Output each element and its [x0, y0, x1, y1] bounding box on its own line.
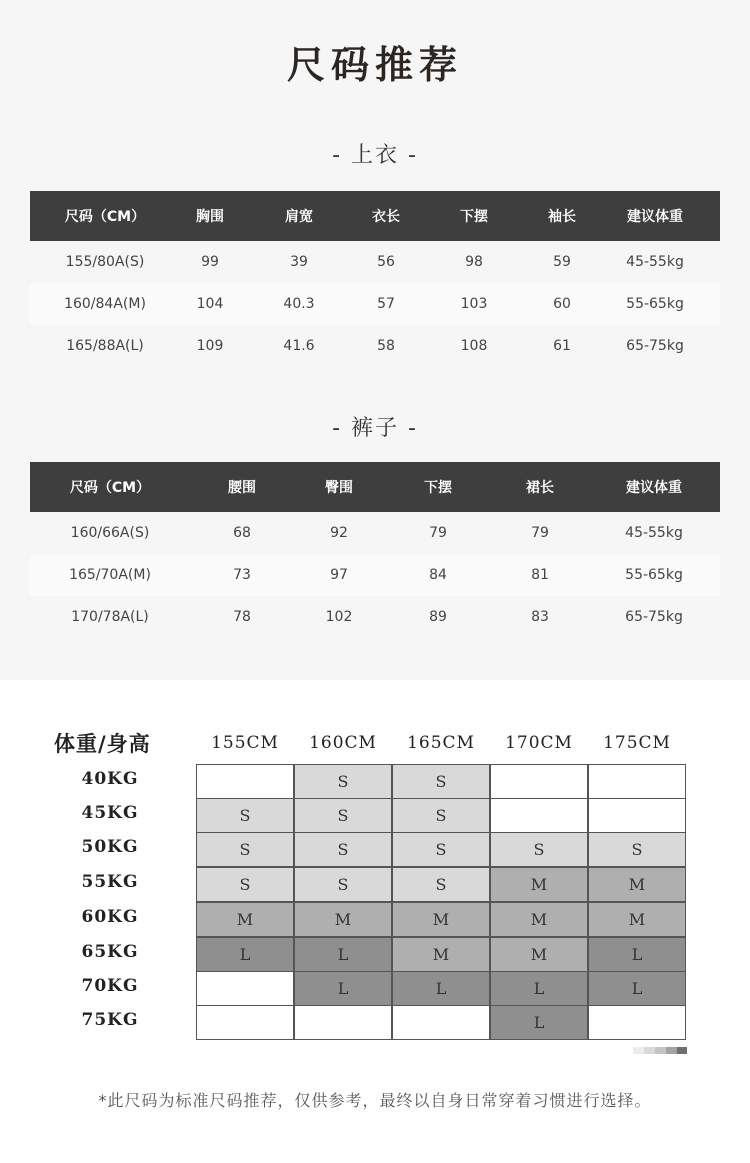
table-cell: 160/84A(M) — [64, 296, 146, 312]
table-cell: 40.3 — [283, 296, 315, 312]
table-row — [30, 512, 720, 554]
table-cell: 92 — [330, 525, 348, 541]
table-cell: 60 — [553, 296, 571, 312]
grid-cell: L — [196, 937, 294, 972]
table-cell: 103 — [460, 296, 488, 312]
grid-cell: S — [294, 832, 392, 867]
table-cell: 99 — [201, 254, 219, 270]
grid-row-label: 55KG — [81, 872, 139, 892]
header-cell: 肩宽 — [285, 209, 313, 225]
header-cell: 裙长 — [526, 480, 554, 496]
grid-cell: M — [490, 937, 588, 972]
grid-cell: L — [588, 937, 686, 972]
grid-cell: M — [196, 902, 294, 937]
table-cell: 81 — [531, 567, 549, 583]
grid-cell: S — [490, 832, 588, 867]
header-cell: 下摆 — [460, 209, 488, 225]
grid-cell — [588, 764, 686, 799]
legend-swatch — [666, 1047, 677, 1054]
header-cell: 臀围 — [325, 480, 353, 496]
header-cell: 腰围 — [228, 480, 256, 496]
table-cell: 170/78A(L) — [71, 609, 149, 625]
table-cell: 73 — [233, 567, 251, 583]
header-cell: 胸围 — [196, 209, 224, 225]
legend-swatch — [644, 1047, 655, 1054]
table-cell: 59 — [553, 254, 571, 270]
grid-cell: L — [294, 937, 392, 972]
table-row — [30, 241, 720, 283]
table-cell: 41.6 — [283, 338, 315, 354]
grid-cell — [294, 1005, 392, 1040]
table-row — [30, 325, 720, 367]
table-cell: 97 — [330, 567, 348, 583]
grid-cell: S — [294, 867, 392, 902]
table-cell: 56 — [377, 254, 395, 270]
grid-row-label: 40KG — [81, 769, 139, 789]
table-cell: 108 — [460, 338, 488, 354]
table-cell: 78 — [233, 609, 251, 625]
table-cell: 45-55kg — [626, 254, 684, 270]
table-cell: 165/88A(L) — [66, 338, 144, 354]
legend-swatch — [677, 1047, 687, 1054]
table-cell: 65-75kg — [625, 609, 683, 625]
bottom-size-table — [30, 462, 720, 638]
section-heading-top: - 上衣 - — [332, 143, 418, 168]
grid-cell: L — [294, 971, 392, 1006]
table-cell: 104 — [196, 296, 224, 312]
table-cell: 57 — [377, 296, 395, 312]
table-row — [30, 554, 720, 596]
grid-cell: M — [294, 902, 392, 937]
grid-cell: M — [392, 937, 490, 972]
table-cell: 84 — [429, 567, 447, 583]
table-cell: 155/80A(S) — [65, 254, 145, 270]
table-cell: 79 — [429, 525, 447, 541]
table-cell: 65-75kg — [626, 338, 684, 354]
grid-row-label: 50KG — [81, 837, 139, 857]
table-header — [30, 462, 720, 512]
table-row — [30, 283, 720, 325]
top-size-table — [30, 191, 720, 367]
grid-column-header: 155CM — [211, 733, 279, 753]
grid-cell — [196, 1005, 294, 1040]
grid-cell: L — [490, 1005, 588, 1040]
table-cell: 79 — [531, 525, 549, 541]
grid-cell — [490, 798, 588, 833]
grid-row-label: 70KG — [81, 976, 139, 996]
table-cell: 89 — [429, 609, 447, 625]
table-cell: 160/66A(S) — [70, 525, 150, 541]
grid-cell: S — [392, 832, 490, 867]
header-cell: 尺码（CM） — [69, 480, 151, 496]
grid-cell — [588, 1005, 686, 1040]
grid-row-label: 65KG — [81, 942, 139, 962]
grid-cell: S — [392, 764, 490, 799]
header-cell: 建议体重 — [627, 209, 683, 225]
grid-cell: L — [392, 971, 490, 1006]
grid-cell — [490, 764, 588, 799]
table-header — [30, 191, 720, 241]
table-cell: 61 — [553, 338, 571, 354]
header-cell: 下摆 — [424, 480, 452, 496]
grid-column-header: 165CM — [407, 733, 475, 753]
grid-cell: M — [588, 867, 686, 902]
table-cell: 165/70A(M) — [69, 567, 151, 583]
table-cell: 68 — [233, 525, 251, 541]
table-cell: 45-55kg — [625, 525, 683, 541]
grid-cell — [588, 798, 686, 833]
grid-cell: S — [392, 867, 490, 902]
header-cell: 建议体重 — [626, 480, 682, 496]
grid-cell — [196, 971, 294, 1006]
grid-column-header: 160CM — [309, 733, 377, 753]
page-title: 尺码推荐 — [286, 42, 463, 87]
header-cell: 尺码（CM） — [64, 209, 146, 225]
grid-row-label: 75KG — [81, 1010, 139, 1030]
table-cell: 109 — [196, 338, 224, 354]
table-cell: 55-65kg — [625, 567, 683, 583]
grid-cell: S — [196, 798, 294, 833]
grid-cell: S — [294, 764, 392, 799]
table-cell: 98 — [465, 254, 483, 270]
header-cell: 袖长 — [548, 209, 576, 225]
legend-swatch — [633, 1047, 644, 1054]
table-cell: 39 — [290, 254, 308, 270]
grid-cell — [392, 1005, 490, 1040]
grid-corner-label: 体重/身高 — [54, 731, 151, 756]
table-cell: 83 — [531, 609, 549, 625]
grid-cell: M — [490, 867, 588, 902]
grid-column-header: 170CM — [505, 733, 573, 753]
grid-cell: M — [588, 902, 686, 937]
grid-cell: M — [490, 902, 588, 937]
grid-column-header: 175CM — [603, 733, 671, 753]
grid-cell: S — [294, 798, 392, 833]
grid-cell: S — [196, 832, 294, 867]
grid-cell: S — [392, 798, 490, 833]
grid-row-label: 45KG — [81, 803, 139, 823]
grid-cell: L — [490, 971, 588, 1006]
footnote: *此尺码为标准尺码推荐，仅供参考，最终以自身日常穿着习惯进行选择。 — [98, 1091, 652, 1110]
grid-cell: S — [196, 867, 294, 902]
grid-row-label: 60KG — [81, 907, 139, 927]
table-cell: 102 — [325, 609, 353, 625]
table-cell: 58 — [377, 338, 395, 354]
grid-cell: S — [588, 832, 686, 867]
grid-cell: L — [588, 971, 686, 1006]
header-cell: 衣长 — [372, 209, 400, 225]
table-cell: 55-65kg — [626, 296, 684, 312]
legend-swatch — [655, 1047, 666, 1054]
grid-cell — [196, 764, 294, 799]
section-heading-bottom: - 裤子 - — [332, 416, 418, 441]
table-row — [30, 596, 720, 638]
grid-cell: M — [392, 902, 490, 937]
